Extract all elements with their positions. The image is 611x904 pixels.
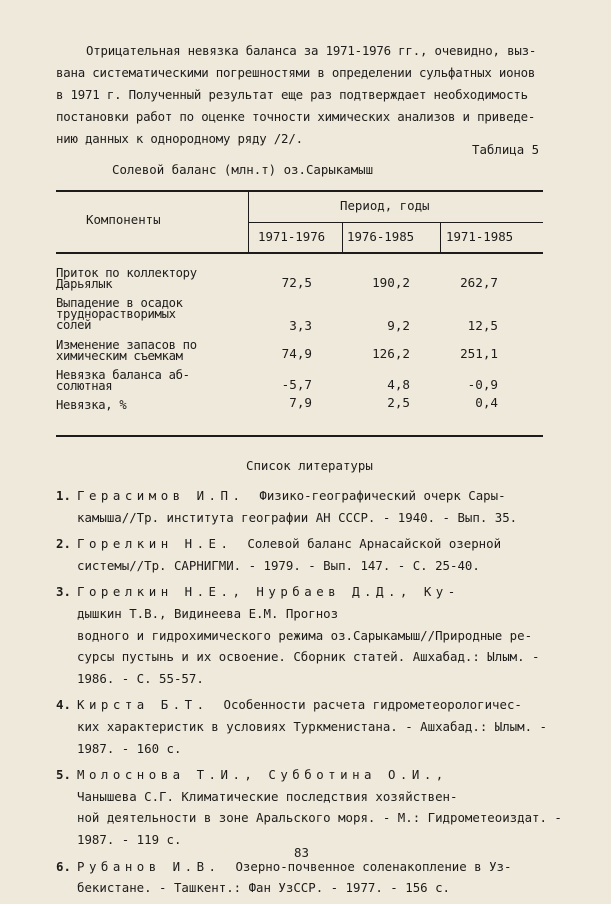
- reference-item: 4. Кирста Б.Т. Особенности расчета гидрометеорологичес- ких характеристик в условиях Туркменистана. - Ашхабад.: Ылым. - 1987. - 160 с.: [56, 697, 547, 756]
- paragraph-line: Отрицательная невязка баланса за 1971-1976 гг., очевидно, выз-: [86, 43, 537, 58]
- table-cell: 262,7: [460, 275, 498, 290]
- table-cell: 4,8: [387, 377, 410, 392]
- body-paragraph: [56, 40, 552, 150]
- reference-author: Рубанов И.В.: [77, 858, 221, 874]
- table-caption: Солевой баланс (млн.т) оз.Сарыкамыш: [112, 162, 374, 177]
- table-cell: 9,2: [387, 318, 410, 333]
- table-cell: 3,3: [289, 318, 312, 333]
- row-label: Невязка баланса аб- солютная: [56, 368, 190, 393]
- paragraph-line: постановки работ по оценке точности химических анализов и приведе-: [56, 109, 536, 124]
- table-top-rule: [56, 190, 543, 192]
- table-cell: 12,5: [467, 318, 498, 333]
- header-bottom-rule: [56, 252, 543, 254]
- table-bottom-rule: [56, 435, 543, 437]
- column-header: 1971-1985: [446, 229, 514, 244]
- table-cell: 72,5: [281, 275, 312, 290]
- table-cell: 190,2: [372, 275, 410, 290]
- reference-author: Молоснова Т.И., Субботина О.И.,: [77, 767, 448, 783]
- table-cell: 251,1: [460, 346, 498, 361]
- reference-item: 3. Горелкин Н.Е., Нурбаев Д.Д., Ку- дышкин Т.В., Видинеева Е.М. Прогноз водного и гидрохимического режима оз.Сарыкамыш//Природные ре- сурсы пустынь и их освоение. Сборник статей. Ашхабад.: Ылым. - 1986. - С. 55-57.: [56, 581, 556, 689]
- table-cell: -5,7: [281, 377, 312, 392]
- page-number: 83: [294, 845, 309, 860]
- table-cell: 74,9: [281, 346, 312, 361]
- header-period: Период, годы: [340, 198, 430, 213]
- header-divider: [248, 191, 249, 252]
- reference-list: [56, 485, 562, 904]
- row-label: Выпадение в осадок труднорастворимых солей: [56, 296, 183, 332]
- row-label: Изменение запасов по химическим съемкам: [56, 338, 197, 363]
- table-cell: 0,4: [475, 395, 498, 410]
- reference-item: 2. Горелкин Н.Е. Солевой баланс Арнасайской озерной системы//Тр. САРНИГМИ. - 1979. - Вып. 147. - С. 25-40.: [56, 536, 502, 573]
- table-cell: 126,2: [372, 346, 410, 361]
- reference-item: 1. Герасимов И.П. Физико-географический очерк Сары- камыша//Тр. института географии АН СССР. - 1940. - Вып. 35.: [56, 488, 518, 525]
- reference-item: 5. Молоснова Т.И., Субботина О.И., Чанышева С.Г. Климатические последствия хозяйствен- ной деятельности в зоне Аральского моря. - М.: Гидрометеоиздат. - 1987. - 119 с.: [56, 764, 556, 850]
- header-divider: [342, 223, 343, 252]
- reference-author: Горелкин Н.Е., Нурбаев Д.Д., Ку-: [77, 584, 460, 600]
- reference-author: Герасимов И.П.: [77, 488, 245, 503]
- table-cell: -0,9: [467, 377, 498, 392]
- column-header: 1971-1976: [258, 229, 326, 244]
- table-cell: 7,9: [289, 395, 312, 410]
- reference-author: Кирста Б.Т.: [77, 697, 209, 713]
- period-rule: [248, 222, 543, 223]
- row-label: Невязка, %: [56, 398, 127, 412]
- header-components: Компоненты: [86, 212, 161, 227]
- paragraph-line: вана систематическими погрешностями в определении сульфатных ионов: [56, 65, 536, 80]
- reference-author: Горелкин Н.Е.: [77, 536, 233, 552]
- paragraph-line: нию данных к однородному ряду /2/.: [56, 131, 303, 146]
- reference-item: 6. Рубанов И.В. Озерно-почвенное соленакопление в Уз- бекистане. - Ташкент.: Фан УзССР. - 1977. - 156 с.: [56, 858, 512, 896]
- paragraph-line: в 1971 г. Полученный результат еще раз подтверждает необходимость: [56, 87, 528, 102]
- references-title: Список литературы: [246, 458, 373, 473]
- table-number-label: Таблица 5: [472, 142, 540, 157]
- column-header: 1976-1985: [347, 229, 415, 244]
- table-cell: 2,5: [387, 395, 410, 410]
- row-label: Приток по коллектору Дарьялык: [56, 266, 197, 291]
- header-divider: [440, 223, 441, 252]
